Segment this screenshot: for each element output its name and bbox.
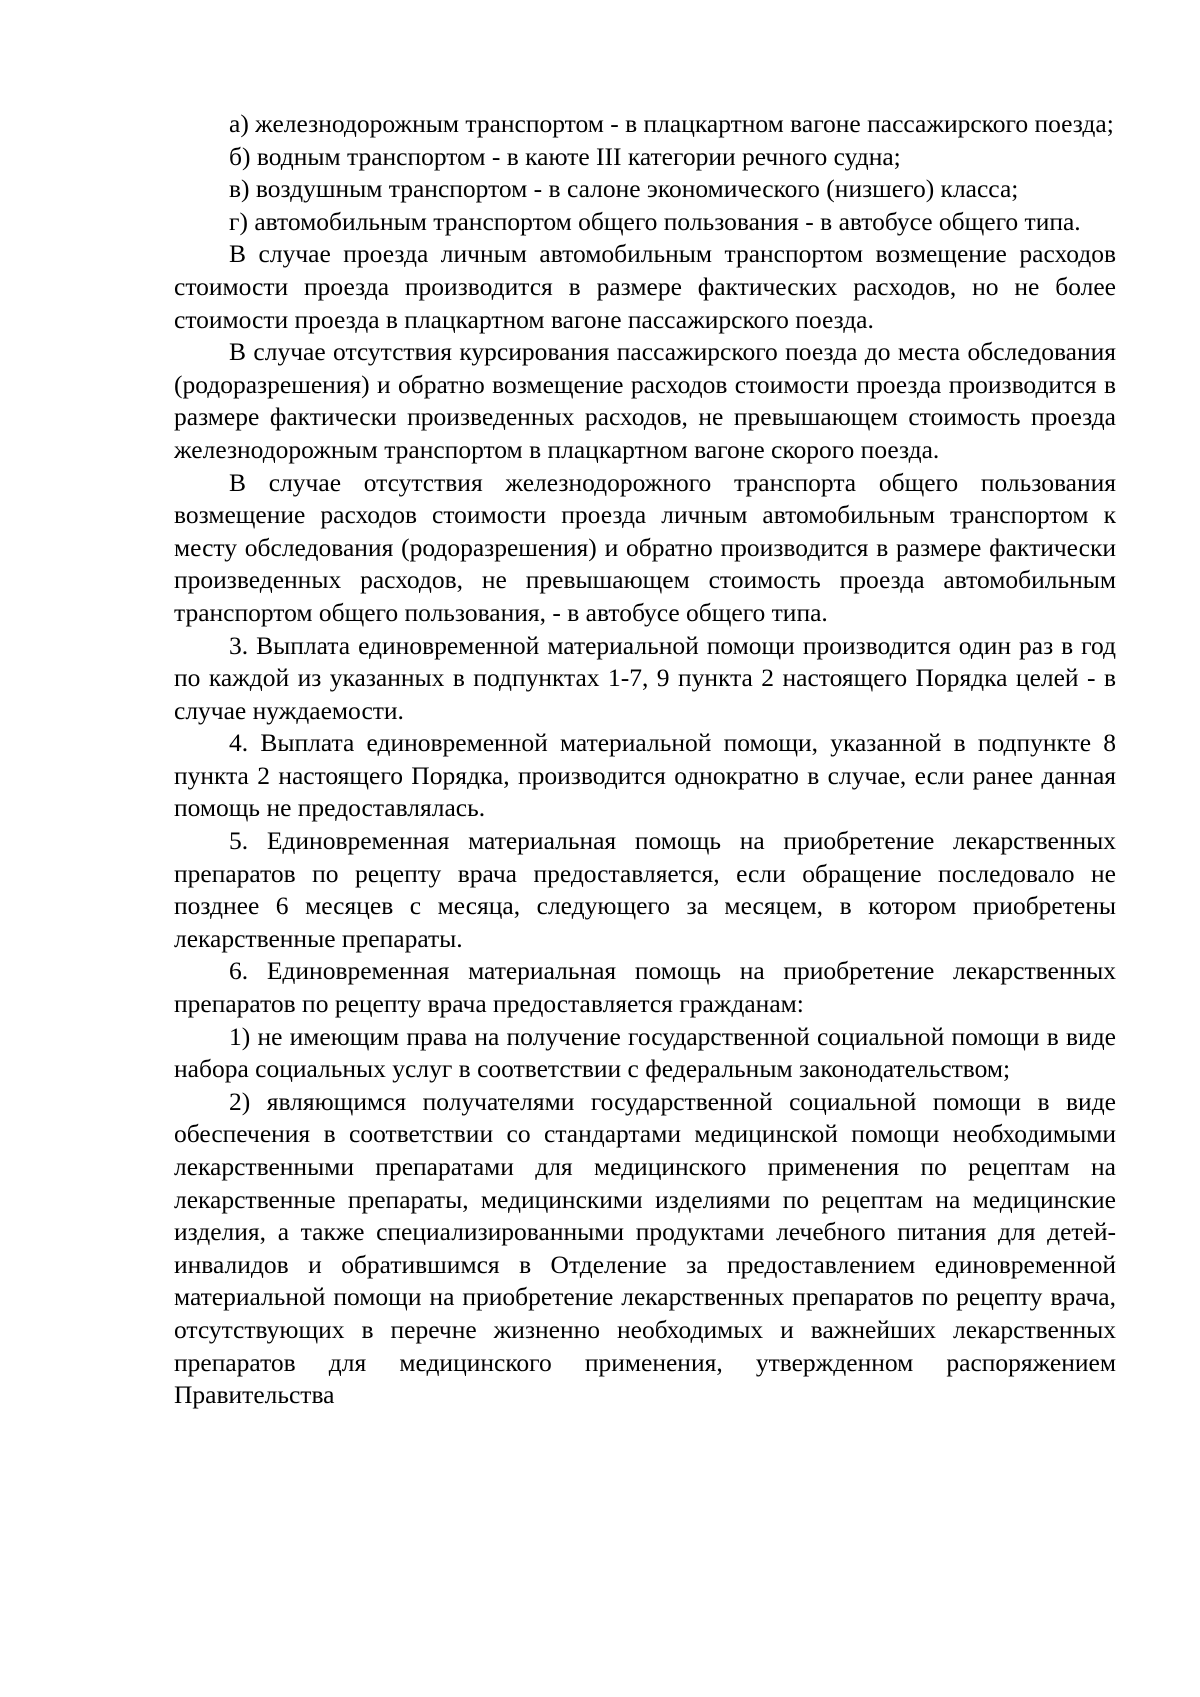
paragraph-item-4: 4. Выплата единовременной материальной помощи, указанной в подпункте 8 пункта 2 настоящего Порядка, производится однократно в случае, если ранее данная помощь не предоставлялась.	[174, 728, 1116, 823]
paragraph-item-3: 3. Выплата единовременной материальной помощи производится один раз в год по каждой из указанных в подпунктах 1-7, 9 пункта 2 настоящего Порядка целей - в случае нуждаемости.	[174, 630, 1116, 725]
paragraph-no-rail-transport: В случае отсутствия железнодорожного транспорта общего пользования возмещение расходов стоимости проезда личным автомобильным транспортом к месту обследования (родоразрешения) и обратно производится в размере фактически произведенных расходов, не превышающем стоимость проезда автомобильным транспортом общего пользования, - в автобусе общего типа.	[174, 467, 1116, 627]
document-page	[174, 108, 1116, 1412]
paragraph-item-6: 6. Единовременная материальная помощь на приобретение лекарственных препаратов по рецепту врача предоставляется гражданам:	[174, 956, 1116, 1019]
paragraph-rail-transport: а) железнодорожным транспортом - в плацкартном вагоне пассажирского поезда;	[229, 109, 1114, 138]
paragraph-air-transport: в) воздушным транспортом - в салоне экономического (низшего) класса;	[229, 174, 1019, 204]
paragraph-bus-transport: г) автомобильным транспортом общего пользования - в автобусе общего типа.	[229, 206, 1081, 236]
paragraph-subitem-2: 2) являющимся получателями государственной социальной помощи в виде обеспечения в соответствии со стандартами медицинской помощи необходимыми лекарственными препаратами для медицинского применения по рецептам на лекарственные препараты, медицинскими изделиями по рецептам на медицинские изделия, а также специализированными продуктами лечебного питания для детей-инвалидов и обратившимся в Отделение за предоставлением единовременной материальной помощи на приобретение лекарственных препаратов по рецепту врача, отсутствующих в перечне жизненно необходимых и важнейших лекарственных препаратов для медицинского применения, утвержденном распоряжением Правительства	[174, 1086, 1116, 1410]
paragraph-personal-car: В случае проезда личным автомобильным транспортом возмещение расходов стоимости проезда производится в размере фактических расходов, но не более стоимости проезда в плацкартном вагоне пассажирского поезда.	[174, 239, 1116, 334]
paragraph-water-transport: б) водным транспортом - в каюте III категории речного судна;	[229, 141, 901, 171]
paragraph-subitem-1: 1) не имеющим права на получение государственной социальной помощи в виде набора социальных услуг в соответствии с федеральным законодательством;	[174, 1021, 1116, 1084]
paragraph-no-train-service: В случае отсутствия курсирования пассажирского поезда до места обследования (родоразрешения) и обратно возмещение расходов стоимости проезда производится в размере фактически произведенных расходов, не превышающем стоимость проезда железнодорожным транспортом в плацкартном вагоне скорого поезда.	[174, 337, 1116, 464]
paragraph-item-5: 5. Единовременная материальная помощь на приобретение лекарственных препаратов по рецепту врача предоставляется, если обращение последовало не позднее 6 месяцев с месяца, следующего за месяцем, в котором приобретены лекарственные препараты.	[174, 826, 1116, 953]
